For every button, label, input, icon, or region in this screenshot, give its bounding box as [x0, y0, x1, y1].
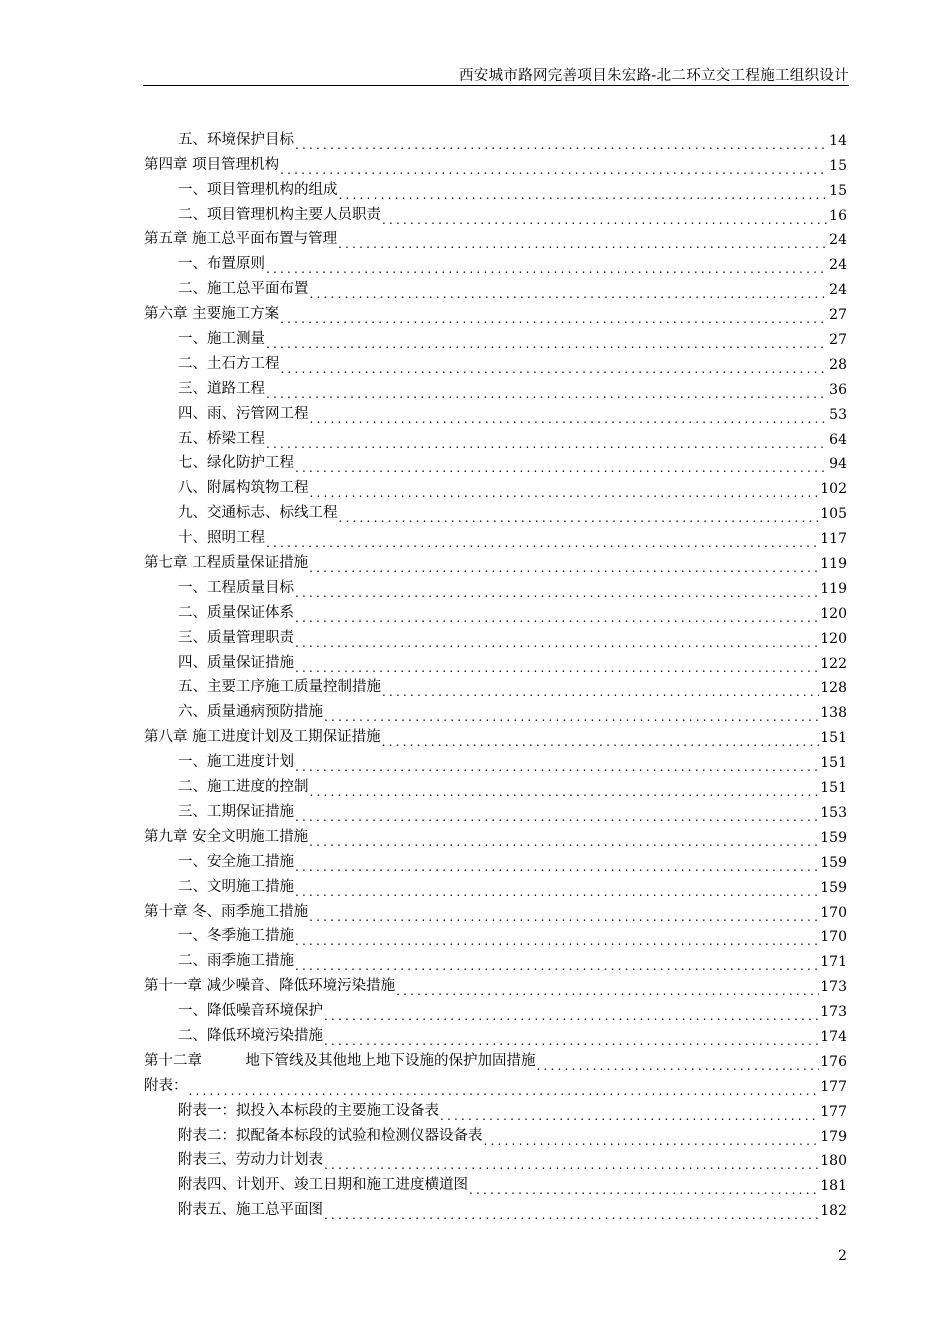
- table-of-contents: [144, 124, 847, 1219]
- toc-entry-page: 24: [829, 282, 847, 299]
- toc-subentry[interactable]: [144, 995, 847, 1020]
- toc-subentry[interactable]: [144, 771, 847, 796]
- toc-entry-page: 14: [829, 132, 847, 149]
- toc-chapter-entry[interactable]: [144, 149, 847, 174]
- toc-subentry[interactable]: [144, 1095, 847, 1120]
- toc-subentry[interactable]: [144, 871, 847, 896]
- toc-entry-page: 181: [820, 1178, 847, 1195]
- toc-entry-page: 159: [820, 879, 847, 896]
- toc-entry-page: 176: [820, 1053, 847, 1070]
- toc-entry-title: 二、项目管理机构主要人员职责: [178, 206, 381, 223]
- toc-dot-leader: [295, 633, 819, 647]
- toc-entry-title: 九、交通标志、标线工程: [178, 505, 338, 522]
- toc-entry-title: 五、主要工序施工质量控制措施: [178, 679, 381, 696]
- toc-entry-page: 182: [820, 1203, 847, 1220]
- toc-entry-page: 119: [820, 556, 847, 573]
- toc-entry-title: 第四章 项目管理机构: [144, 156, 280, 173]
- toc-chapter-entry[interactable]: [144, 721, 847, 746]
- toc-entry-page: 151: [820, 730, 847, 747]
- toc-dot-leader: [266, 384, 828, 398]
- toc-subentry[interactable]: [144, 273, 847, 298]
- toc-subentry[interactable]: [144, 199, 847, 224]
- toc-entry-title: 八、附属构筑物工程: [178, 480, 309, 497]
- toc-entry-title: 五、环境保护目标: [178, 131, 294, 148]
- toc-subentry[interactable]: [144, 472, 847, 497]
- toc-entry-title: 二、施工总平面布置: [178, 281, 309, 298]
- toc-subentry[interactable]: [144, 572, 847, 597]
- toc-entry-title: 三、工期保证措施: [178, 803, 294, 820]
- toc-entry-page: 138: [820, 705, 847, 722]
- toc-entry-title: 一、施工进度计划: [178, 754, 294, 771]
- toc-entry-page: 24: [829, 232, 847, 249]
- toc-subentry[interactable]: [144, 124, 847, 149]
- toc-dot-leader: [266, 334, 828, 348]
- toc-entry-title: 第十二章 地下管线及其他地上地下设施的保护加固措施: [144, 1052, 536, 1069]
- toc-dot-leader: [396, 981, 819, 995]
- toc-entry-title: 二、雨季施工措施: [178, 953, 294, 970]
- toc-dot-leader: [339, 185, 829, 199]
- toc-entry-page: 177: [820, 1103, 847, 1120]
- toc-subentry[interactable]: [144, 1120, 847, 1145]
- toc-subentry[interactable]: [144, 348, 847, 373]
- toc-entry-page: 16: [829, 207, 847, 224]
- toc-dot-leader: [338, 234, 828, 248]
- toc-entry-page: 36: [829, 381, 847, 398]
- toc-dot-leader: [324, 707, 819, 721]
- toc-entry-page: 151: [820, 780, 847, 797]
- toc-entry-page: 122: [820, 655, 847, 672]
- toc-dot-leader: [382, 210, 828, 224]
- toc-dot-leader: [469, 1180, 819, 1194]
- toc-dot-leader: [295, 857, 819, 871]
- page-number: 2: [838, 1248, 847, 1264]
- toc-entry-page: 180: [820, 1153, 847, 1170]
- toc-subentry[interactable]: [144, 746, 847, 771]
- toc-subentry[interactable]: [144, 174, 847, 199]
- toc-subentry[interactable]: [144, 448, 847, 473]
- toc-entry-page: 179: [820, 1128, 847, 1145]
- toc-chapter-entry[interactable]: [144, 1045, 847, 1070]
- toc-chapter-entry[interactable]: [144, 896, 847, 921]
- toc-dot-leader: [382, 732, 820, 746]
- toc-entry-page: 159: [820, 854, 847, 871]
- toc-dot-leader: [324, 1006, 819, 1020]
- toc-entry-page: 15: [829, 157, 847, 174]
- toc-entry-title: 附表三、劳动力计划表: [178, 1152, 323, 1169]
- toc-chapter-entry[interactable]: [144, 224, 847, 249]
- toc-entry-page: 120: [820, 605, 847, 622]
- toc-subentry[interactable]: [144, 1194, 847, 1219]
- toc-dot-leader: [339, 508, 820, 522]
- running-header: 西安城市路网完善项目朱宏路-北二环立交工程施工组织设计: [459, 68, 849, 84]
- toc-entry-page: 24: [829, 257, 847, 274]
- toc-entry-title: 四、雨、污管网工程: [178, 405, 309, 422]
- toc-entry-page: 94: [829, 456, 847, 473]
- toc-entry-title: 一、工程质量目标: [178, 579, 294, 596]
- toc-subentry[interactable]: [144, 497, 847, 522]
- toc-dot-leader: [266, 434, 828, 448]
- toc-entry-title: 六、质量通病预防措施: [178, 704, 323, 721]
- toc-subentry[interactable]: [144, 921, 847, 946]
- toc-entry-page: 159: [820, 829, 847, 846]
- toc-entry-title: 三、道路工程: [178, 380, 265, 397]
- toc-dot-leader: [324, 1155, 819, 1169]
- toc-entry-title: 一、布置原则: [178, 256, 265, 273]
- toc-entry-page: 174: [820, 1028, 847, 1045]
- toc-entry-title: 第五章 施工总平面布置与管理: [144, 231, 338, 248]
- toc-dot-leader: [295, 608, 819, 622]
- toc-entry-title: 七、绿化防护工程: [178, 455, 294, 472]
- toc-entry-title: 附表五、施工总平面图: [178, 1202, 323, 1219]
- toc-dot-leader: [382, 682, 819, 696]
- toc-entry-page: 151: [820, 755, 847, 772]
- toc-dot-leader: [189, 1081, 820, 1095]
- toc-entry-title: 第八章 施工进度计划及工期保证措施: [144, 729, 381, 746]
- toc-entry-page: 15: [829, 182, 847, 199]
- header-rule: [143, 85, 849, 86]
- toc-entry-page: 120: [820, 630, 847, 647]
- toc-entry-title: 一、冬季施工措施: [178, 928, 294, 945]
- toc-subentry[interactable]: [144, 522, 847, 547]
- toc-entry-title: 三、质量管理职责: [178, 629, 294, 646]
- toc-dot-leader: [324, 1031, 819, 1045]
- toc-dot-leader: [295, 583, 819, 597]
- toc-dot-leader: [295, 458, 828, 472]
- toc-dot-leader: [281, 359, 829, 373]
- toc-subentry[interactable]: [144, 398, 847, 423]
- toc-entry-title: 一、施工测量: [178, 331, 265, 348]
- toc-subentry[interactable]: [144, 696, 847, 721]
- toc-chapter-entry[interactable]: [144, 298, 847, 323]
- toc-entry-page: 64: [829, 431, 847, 448]
- toc-dot-leader: [324, 1205, 819, 1219]
- toc-dot-leader: [310, 483, 820, 497]
- toc-dot-leader: [310, 409, 829, 423]
- toc-entry-title: 二、质量保证体系: [178, 604, 294, 621]
- toc-entry-title: 四、质量保证措施: [178, 654, 294, 671]
- toc-subentry[interactable]: [144, 846, 847, 871]
- toc-dot-leader: [295, 807, 819, 821]
- toc-subentry[interactable]: [144, 945, 847, 970]
- toc-entry-page: 102: [820, 481, 847, 498]
- toc-dot-leader: [280, 160, 828, 174]
- toc-entry-title: 第九章 安全文明施工措施: [144, 828, 309, 845]
- toc-entry-title: 二、施工进度的控制: [178, 779, 309, 796]
- toc-entry-page: 173: [820, 979, 847, 996]
- toc-entry-title: 二、文明施工措施: [178, 878, 294, 895]
- toc-entry-page: 171: [820, 954, 847, 971]
- toc-entry-title: 二、降低环境污染措施: [178, 1027, 323, 1044]
- toc-entry-page: 105: [820, 506, 847, 523]
- toc-entry-title: 十、照明工程: [178, 530, 265, 547]
- toc-subentry[interactable]: [144, 1145, 847, 1170]
- toc-subentry[interactable]: [144, 373, 847, 398]
- toc-entry-page: 27: [829, 307, 847, 324]
- toc-subentry[interactable]: [144, 597, 847, 622]
- toc-dot-leader: [295, 135, 828, 149]
- toc-entry-page: 28: [829, 356, 847, 373]
- toc-dot-leader: [295, 956, 819, 970]
- toc-subentry[interactable]: [144, 323, 847, 348]
- toc-chapter-entry[interactable]: [144, 970, 847, 995]
- toc-entry-page: 170: [820, 904, 847, 921]
- toc-dot-leader: [280, 309, 828, 323]
- toc-subentry[interactable]: [144, 1020, 847, 1045]
- toc-dot-leader: [310, 284, 829, 298]
- toc-dot-leader: [484, 1131, 820, 1145]
- toc-dot-leader: [309, 832, 819, 846]
- toc-dot-leader: [295, 882, 819, 896]
- toc-entry-page: 117: [820, 531, 847, 548]
- toc-dot-leader: [295, 757, 819, 771]
- toc-entry-title: 一、降低噪音环境保护: [178, 1003, 323, 1020]
- toc-subentry[interactable]: [144, 622, 847, 647]
- toc-chapter-entry[interactable]: [144, 547, 847, 572]
- toc-chapter-entry[interactable]: [144, 821, 847, 846]
- toc-subentry[interactable]: [144, 248, 847, 273]
- toc-dot-leader: [266, 533, 819, 547]
- toc-entry-page: 119: [820, 580, 847, 597]
- toc-entry-page: 53: [829, 406, 847, 423]
- toc-subentry[interactable]: [144, 1169, 847, 1194]
- toc-entry-title: 附表一：拟投入本标段的主要施工设备表: [178, 1102, 439, 1119]
- toc-dot-leader: [440, 1106, 819, 1120]
- toc-entry-title: 第十一章 减少噪音、降低环境污染措施: [144, 978, 396, 995]
- toc-entry-page: 27: [829, 332, 847, 349]
- toc-dot-leader: [309, 558, 819, 572]
- toc-entry-page: 177: [820, 1078, 847, 1095]
- toc-subentry[interactable]: [144, 796, 847, 821]
- toc-dot-leader: [309, 907, 819, 921]
- toc-subentry[interactable]: [144, 423, 847, 448]
- toc-entry-title: 二、土石方工程: [178, 355, 280, 372]
- toc-entry-title: 第六章 主要施工方案: [144, 306, 280, 323]
- toc-subentry[interactable]: [144, 672, 847, 697]
- toc-entry-title: 附表：: [144, 1077, 188, 1094]
- toc-entry-title: 一、安全施工措施: [178, 853, 294, 870]
- toc-dot-leader: [310, 782, 820, 796]
- toc-entry-title: 第十章 冬、雨季施工措施: [144, 903, 309, 920]
- toc-dot-leader: [295, 931, 819, 945]
- toc-dot-leader: [537, 1056, 820, 1070]
- toc-dot-leader: [266, 259, 828, 273]
- toc-entry-title: 第七章 工程质量保证措施: [144, 555, 309, 572]
- toc-entry-page: 173: [820, 1004, 847, 1021]
- toc-entry-page: 170: [820, 929, 847, 946]
- toc-entry-page: 128: [820, 680, 847, 697]
- toc-entry-title: 附表四、计划开、竣工日期和施工进度横道图: [178, 1177, 468, 1194]
- toc-entry-page: 153: [820, 804, 847, 821]
- toc-entry-title: 五、桥梁工程: [178, 430, 265, 447]
- toc-subentry[interactable]: [144, 647, 847, 672]
- toc-entry-title: 一、项目管理机构的组成: [178, 181, 338, 198]
- toc-dot-leader: [295, 658, 819, 672]
- toc-chapter-entry[interactable]: [144, 1070, 847, 1095]
- toc-entry-title: 附表二：拟配备本标段的试验和检测仪器设备表: [178, 1127, 483, 1144]
